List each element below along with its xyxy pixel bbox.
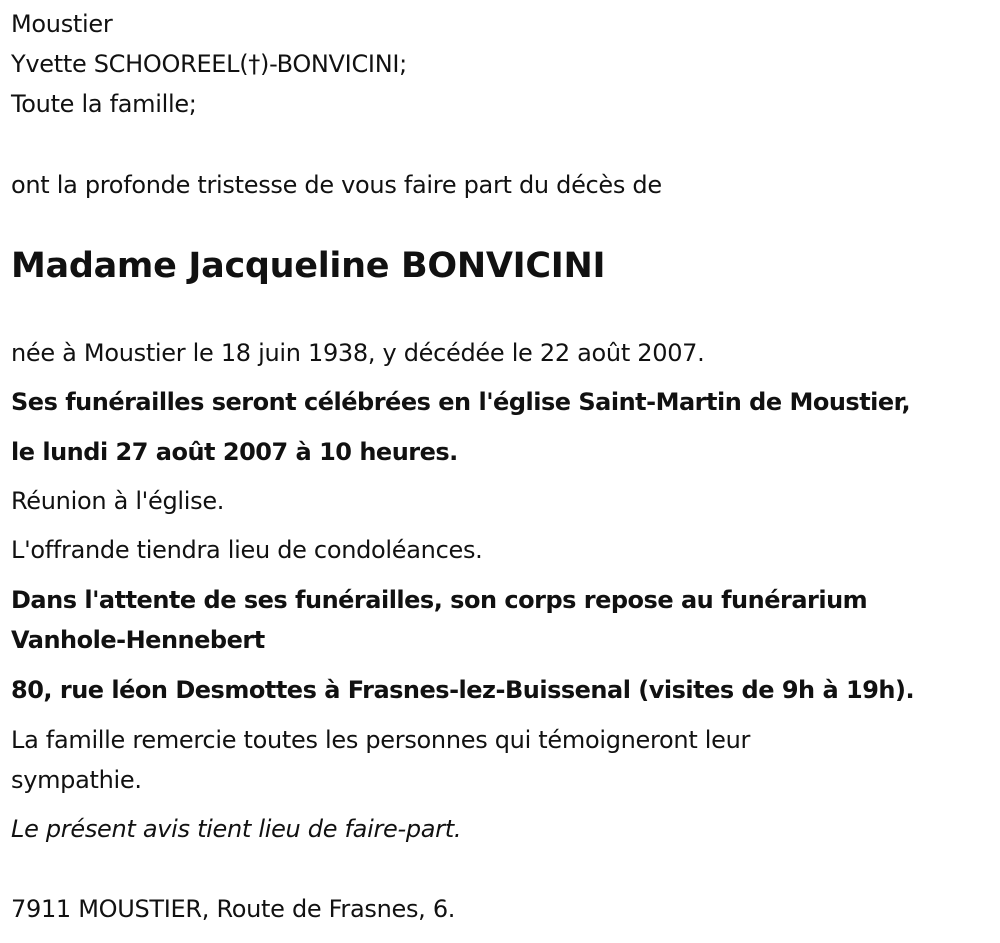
funeral-details-line-1: Ses funérailles seront célébrées en l'église Saint-Martin de Moustier, [11,388,911,416]
family-member-line: Yvette SCHOOREEL(†)-BONVICINI; [11,50,407,78]
birth-death-text: née à Moustier le 18 juin 1938, y décédée le 22 août 2007. [11,339,705,367]
family-address: 7911 MOUSTIER, Route de Frasnes, 6. [11,895,456,923]
location-line: Moustier [11,10,113,38]
deceased-name: Madame Jacqueline BONVICINI [11,246,606,286]
repose-line-2: Vanhole-Hennebert [11,626,265,654]
announcement-text: ont la profonde tristesse de vous faire part du décès de [11,171,662,199]
thanks-line-1: La famille remercie toutes les personnes qui témoigneront leur [11,726,751,754]
repose-line-1: Dans l'attente de ses funérailles, son corps repose au funérarium [11,586,868,614]
offering-text: L'offrande tiendra lieu de condoléances. [11,536,483,564]
funeral-details-line-2: le lundi 27 août 2007 à 10 heures. [11,438,458,466]
repose-line-3: 80, rue léon Desmottes à Frasnes-lez-Buissenal (visites de 9h à 19h). [11,676,915,704]
meeting-text: Réunion à l'église. [11,487,225,515]
thanks-line-2: sympathie. [11,766,142,794]
notice-note: Le présent avis tient lieu de faire-part. [11,815,462,843]
family-line: Toute la famille; [11,90,197,118]
